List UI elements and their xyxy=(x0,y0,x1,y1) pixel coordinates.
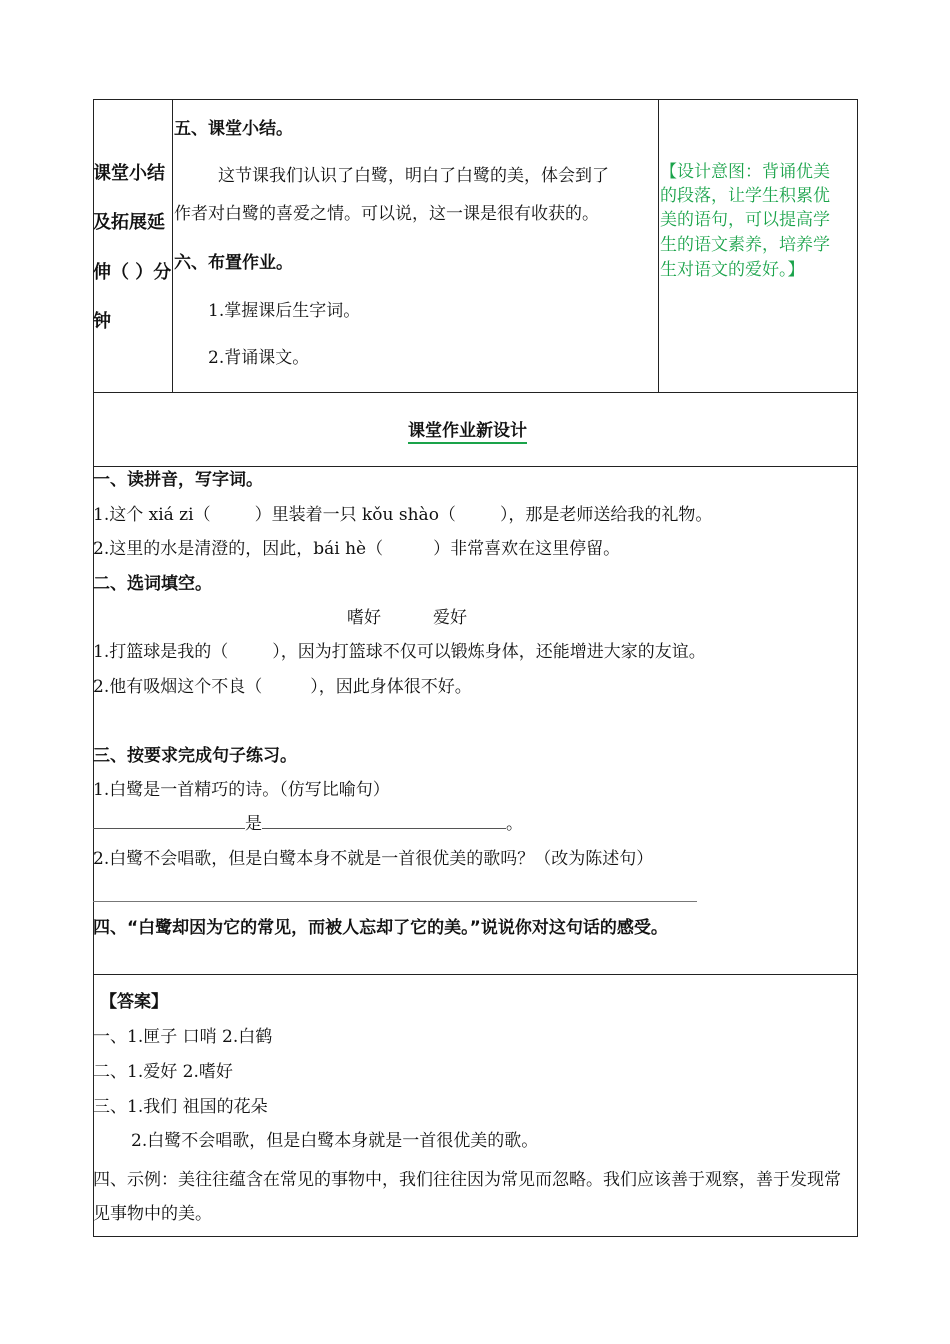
q3-item-1-end: 。 xyxy=(506,814,523,834)
answer-2: 二、1.爱好 2.嗜好 xyxy=(93,1062,233,1082)
answer-3: 三、1.我们 祖国的花朵 xyxy=(93,1097,268,1117)
q3-item-2-answer-line xyxy=(93,901,697,902)
q2-item-1 xyxy=(93,641,706,663)
q4-heading: 四、“白鹭却因为它的常见，而被人忘却了它的美。”说说你对这句话的感受。 xyxy=(93,918,668,938)
q2-heading: 二、选词填空。 xyxy=(93,574,212,594)
row-divider-1 xyxy=(93,392,858,393)
answer-3-2: 2.白鹭不会唱歌，但是白鹭本身就是一首很优美的歌。 xyxy=(131,1131,539,1151)
q2-item-2-part-b: ），因此身体很不好。 xyxy=(310,677,472,697)
design-intent-line-3: 美的语句，可以提高学 xyxy=(660,210,830,230)
section-5-heading: 五、课堂小结。 xyxy=(174,119,293,139)
q3-item-2: 2.白鹭不会唱歌，但是白鹭本身不就是一首很优美的歌吗？（改为陈述句） xyxy=(93,849,654,869)
section-6-heading: 六、布置作业。 xyxy=(174,253,293,273)
q1-item-2 xyxy=(93,538,620,560)
left-label-line-4: 钟 xyxy=(93,311,111,332)
q3-blank-2 xyxy=(262,813,506,829)
left-label-line-2: 及拓展延 xyxy=(93,212,165,233)
homework-title: 课堂作业新设计 xyxy=(408,420,527,444)
q2-word-2: 爱好 xyxy=(433,608,467,628)
q2-item-2-part-a: 2.他有吸烟这个不良（ xyxy=(93,677,263,697)
q1-item-2-part-b: ）非常喜欢在这里停留。 xyxy=(433,539,621,559)
q2-word-1: 嗜好 xyxy=(347,608,381,628)
q1-item-1-part-b: ）里装着一只 kǒu shào（ xyxy=(254,505,456,525)
q2-item-2 xyxy=(93,676,472,698)
q1-heading: 一、读拼音，写字词。 xyxy=(93,470,263,490)
section-5-line-1: 这节课我们认识了白鹭，明白了白鹭的美，体会到了 xyxy=(218,166,609,186)
design-intent-line-5: 生对语文的爱好。】 xyxy=(660,260,805,280)
q1-item-2-part-a: 2.这里的水是清澄的，因此，bái hè（ xyxy=(93,539,384,559)
design-intent-line-1: 【设计意图：背诵优美 xyxy=(660,162,830,182)
column-divider-left xyxy=(172,99,173,392)
column-divider-right xyxy=(658,99,659,392)
row-divider-2 xyxy=(93,466,858,467)
homework-item-2: 2.背诵课文。 xyxy=(208,348,310,368)
q3-item-1-mid: 是 xyxy=(245,814,262,834)
q3-item-1-answer-line xyxy=(93,813,523,835)
answer-1: 一、1.匣子 口哨 2.白鹤 xyxy=(93,1027,273,1047)
left-label-line-3: 伸（ ）分 xyxy=(93,262,172,283)
left-label-line-1: 课堂小结 xyxy=(93,163,165,184)
design-intent-line-2: 的段落，让学生积累优 xyxy=(660,186,830,206)
row-divider-3 xyxy=(93,974,858,975)
q3-item-1: 1.白鹭是一首精巧的诗。（仿写比喻句） xyxy=(93,780,390,800)
design-intent-line-4: 生的语文素养，培养学 xyxy=(660,235,830,255)
q2-item-1-part-b: ），因为打篮球不仅可以锻炼身体，还能增进大家的友谊。 xyxy=(272,642,706,662)
q1-item-1-part-a: 1.这个 xiá zi（ xyxy=(93,505,211,525)
q1-item-1 xyxy=(93,504,712,526)
answer-4: 四、示例：美往往蕴含在常见的事物中，我们往往因为常见而忽略。我们应该善于观察，善于发现常见事物中的美。 xyxy=(93,1170,841,1224)
q3-blank-1 xyxy=(93,813,245,829)
q3-heading: 三、按要求完成句子练习。 xyxy=(93,746,297,766)
homework-item-1: 1.掌握课后生字词。 xyxy=(208,301,361,321)
answers-heading: 【答案】 xyxy=(100,992,168,1012)
section-5-line-2: 作者对白鹭的喜爱之情。可以说，这一课是很有收获的。 xyxy=(174,204,599,224)
q1-item-1-part-c: ），那是老师送给我的礼物。 xyxy=(499,505,713,525)
q2-item-1-part-a: 1.打篮球是我的（ xyxy=(93,642,229,662)
